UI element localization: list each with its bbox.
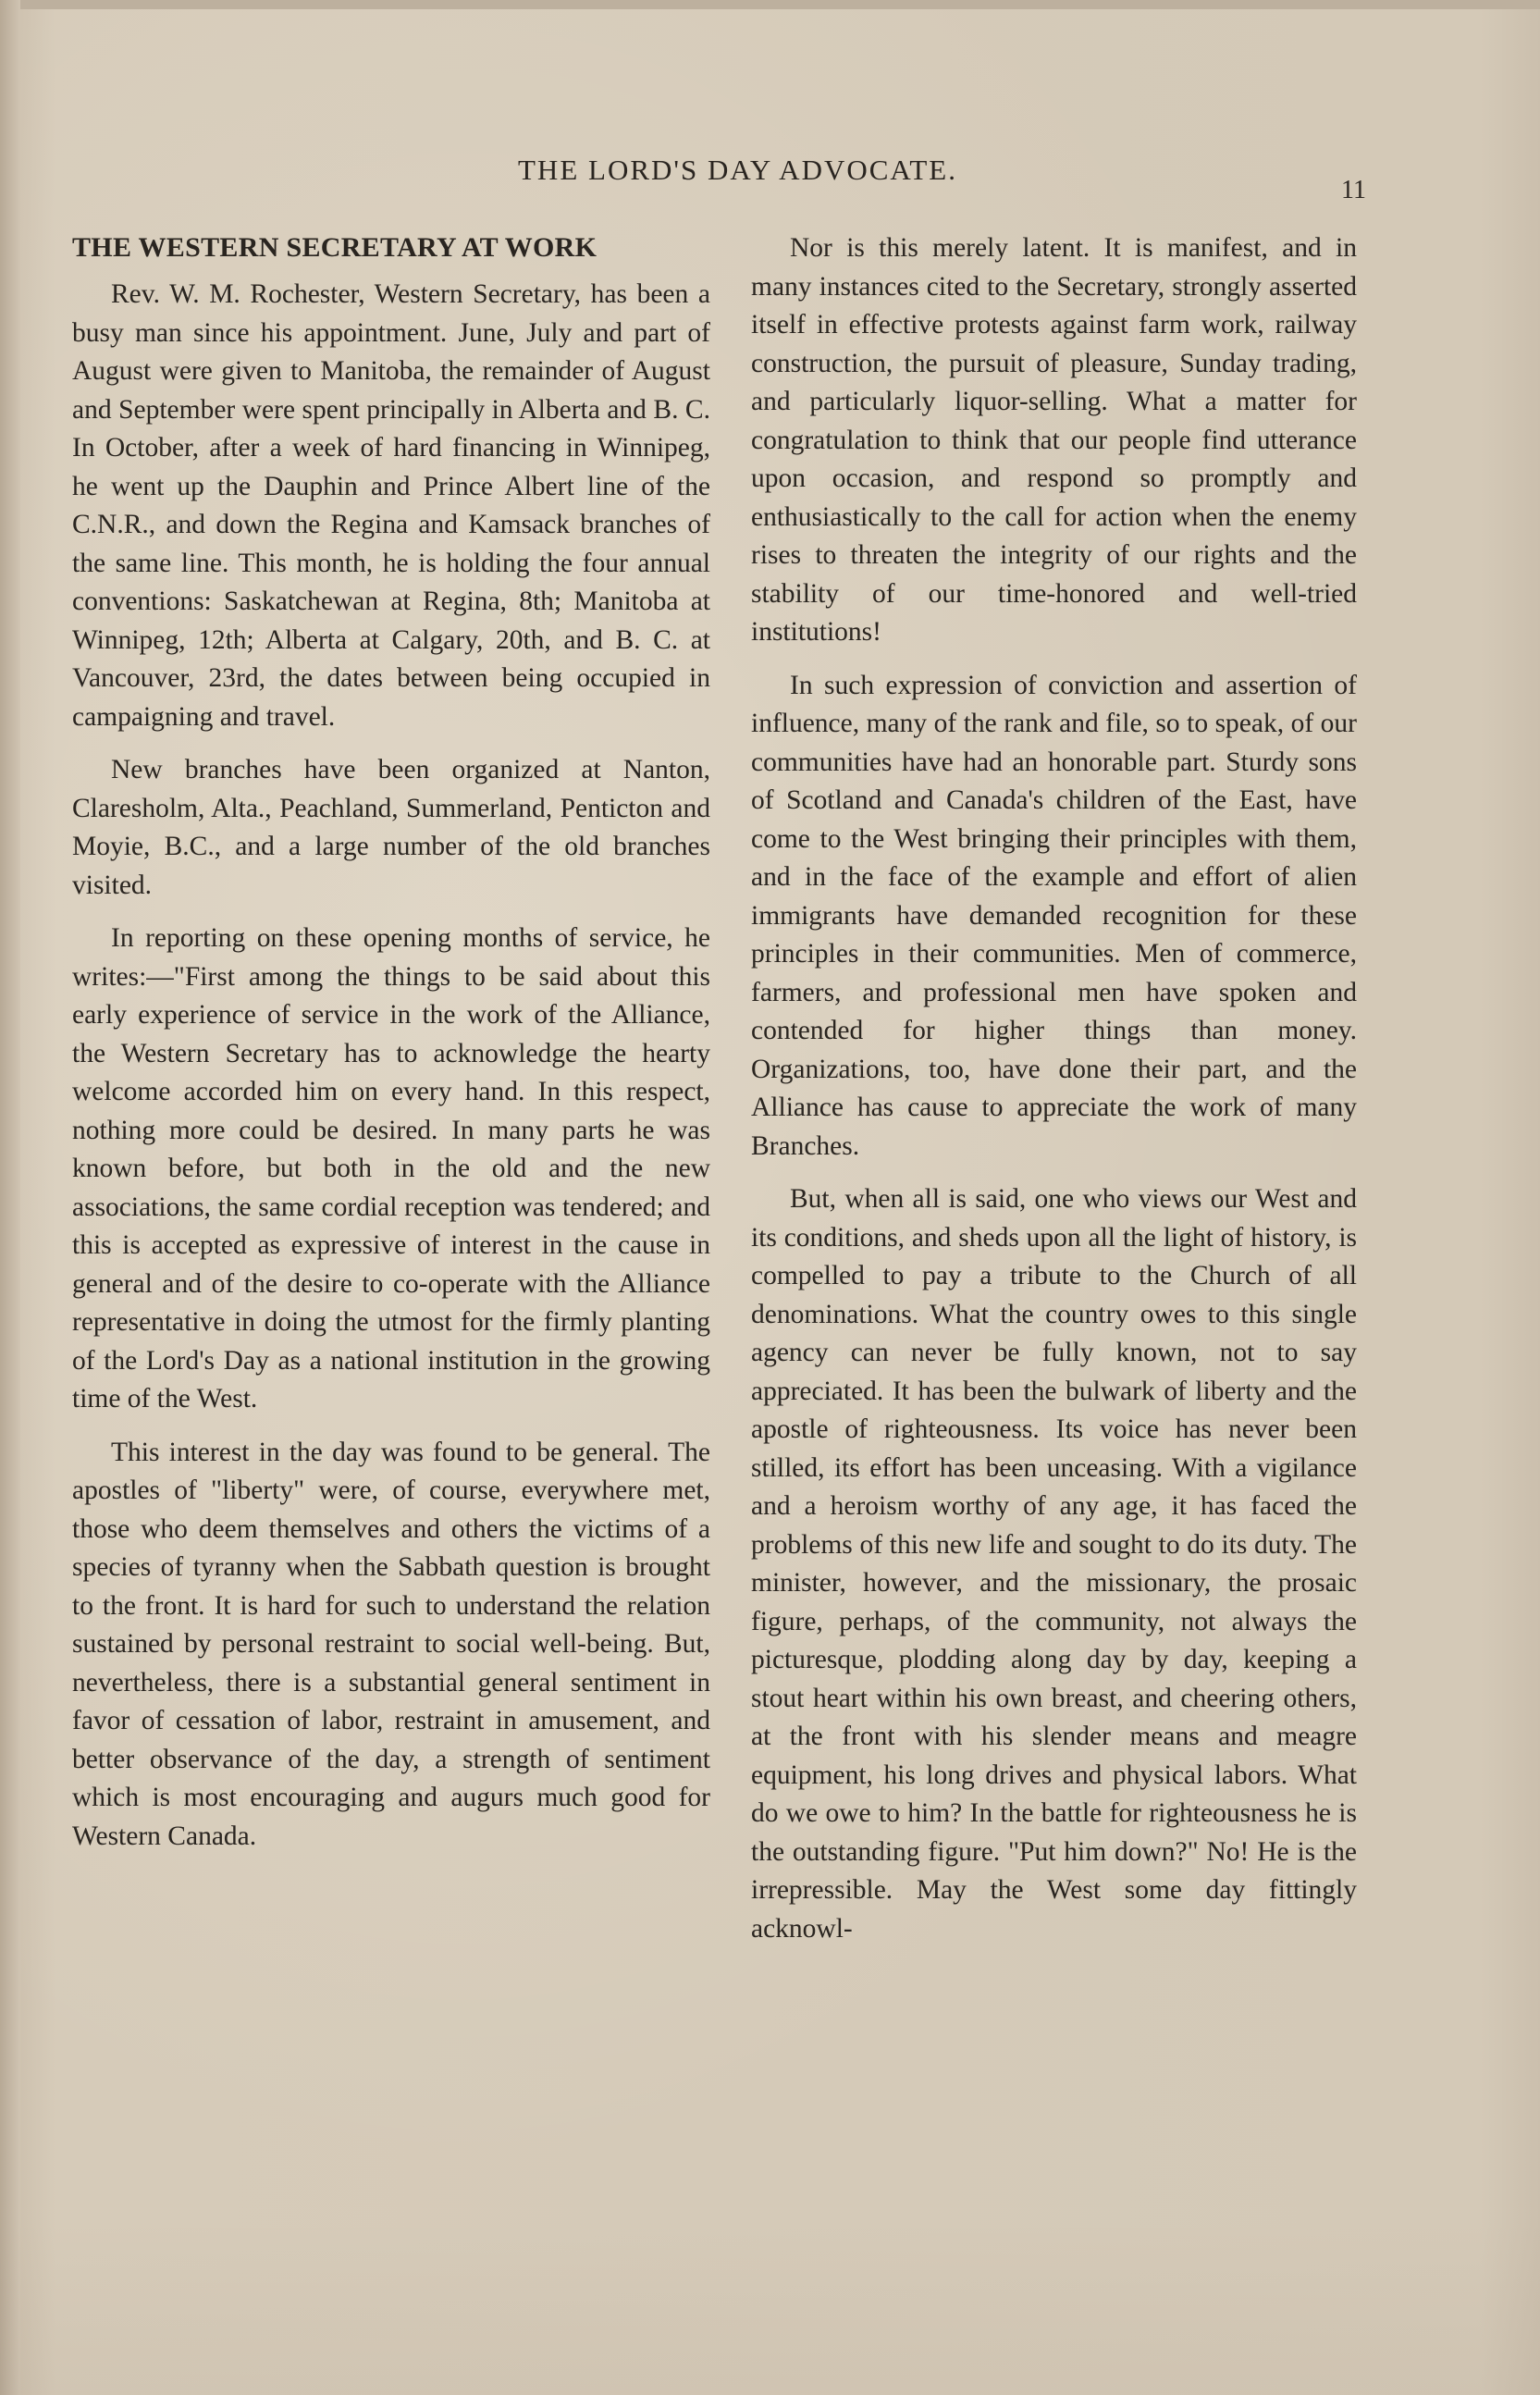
page-top-edge	[0, 0, 1540, 9]
paragraph: In such expression of conviction and assertion of influence, many of the rank and file, so to speak, of our communities have had an honorable part. Sturdy sons of Scotland and Canada's children of the East, have come to the West bringing their principles with them, and in the face of the example and effort of alien immigrants have demanded recognition for these principles in their communities. Men of commerce, farmers, and professional men have spoken and contended for higher things than money. Organizations, too, have done their part, and the Alliance has cause to appreciate the work of many Branches.	[751, 670, 1357, 1161]
running-title: THE LORD'S DAY ADVOCATE.	[518, 154, 957, 186]
page-binding-edge	[0, 0, 20, 2395]
paragraph: But, when all is said, one who views our West and its conditions, and sheds upon all the light of history, is compelled to pay a tribute to the Church of all denominations. What the country owes to this single agency can never be fully known, not to say appreciated. It has been the bulwark of liberty and the apostle of righteousness. Its voice has never been stilled, its effort has been unceasing. With a vigilance and a heroism worthy of any age, it has faced the problems of this new life and sought to do its duty. The minister, however, and the missionary, the prosaic figure, perhaps, of the community, not always the picturesque, plodding along day by day, keeping a stout heart within his own breast, and cheering others, at the front with his slender means and meagre equipment, his long drives and physical labors. What do we owe to him? In the battle for righteousness he is the outstanding figure. "Put him down?" No! He is the irrepressible. May the West some day fittingly acknowl-	[751, 1184, 1357, 1944]
right-column	[751, 229, 1357, 1963]
paragraph: Nor is this merely latent. It is manifest, and in many instances cited to the Secretary, strongly asserted itself in effective protests against farm work, railway construction, the pursuit of pleasure, Sunday trading, and particularly liquor-selling. What a matter for congratulation to think that our people find utterance upon occasion, and respond so promptly and enthusiastically to the call for action when the enemy rises to threaten the integrity of our rights and the stability of our time-honored and well-tried institutions!	[751, 233, 1357, 647]
paragraph: In reporting on these opening months of service, he writes:—"First among the things to be said about this early experience of service in the work of the Alliance, the Western Secretary has to acknowledge the hearty welcome accorded him on every hand. In this respect, nothing more could be desired. In many parts he was known before, but both in the old and the new associations, the same cordial reception was tendered; and this is accepted as expressive of interest in the cause in general and of the desire to co-operate with the Alliance representative in doing the utmost for the firmly planting of the Lord's Day as a national institution in the growing time of the West.	[72, 923, 710, 1414]
page-number: 11	[1341, 176, 1366, 204]
paragraph: Rev. W. M. Rochester, Western Secretary, has been a busy man since his appointment. June, July and part of August were given to Manitoba, the remainder of August and September were spent principally in Alberta and B. C. In October, after a week of hard financing in Winnipeg, he went up the Dauphin and Prince Albert line of the C.N.R., and down the Regina and Kamsack branches of the same line. This month, he is holding the four annual conventions: Saskatchewan at Regina, 8th; Manitoba at Winnipeg, 12th; Alberta at Calgary, 20th, and B. C. at Vancouver, 23rd, the dates between being occupied in campaigning and travel.	[72, 279, 710, 732]
paragraph: New branches have been organized at Nanton, Claresholm, Alta., Peachland, Summerland, Penticton and Moyie, B.C., and a large number of the old branches visited.	[72, 755, 710, 900]
article-title: THE WESTERN SECRETARY AT WORK	[72, 232, 598, 263]
running-head	[0, 154, 1540, 187]
left-column	[72, 229, 710, 1870]
page-bottom-margin	[0, 2220, 1540, 2395]
paragraph: This interest in the day was found to be general. The apostles of "liberty" were, of course, everywhere met, those who deem themselves and others the victims of a species of tyranny when the Sabbath question is brought to the front. It is hard for such to understand the relation sustained by personal restraint to social well-being. But, nevertheless, there is a substantial general sentiment in favor of cessation of labor, restraint in amusement, and better observance of the day, a strength of sentiment which is most encouraging and augurs much good for Western Canada.	[72, 1437, 710, 1851]
